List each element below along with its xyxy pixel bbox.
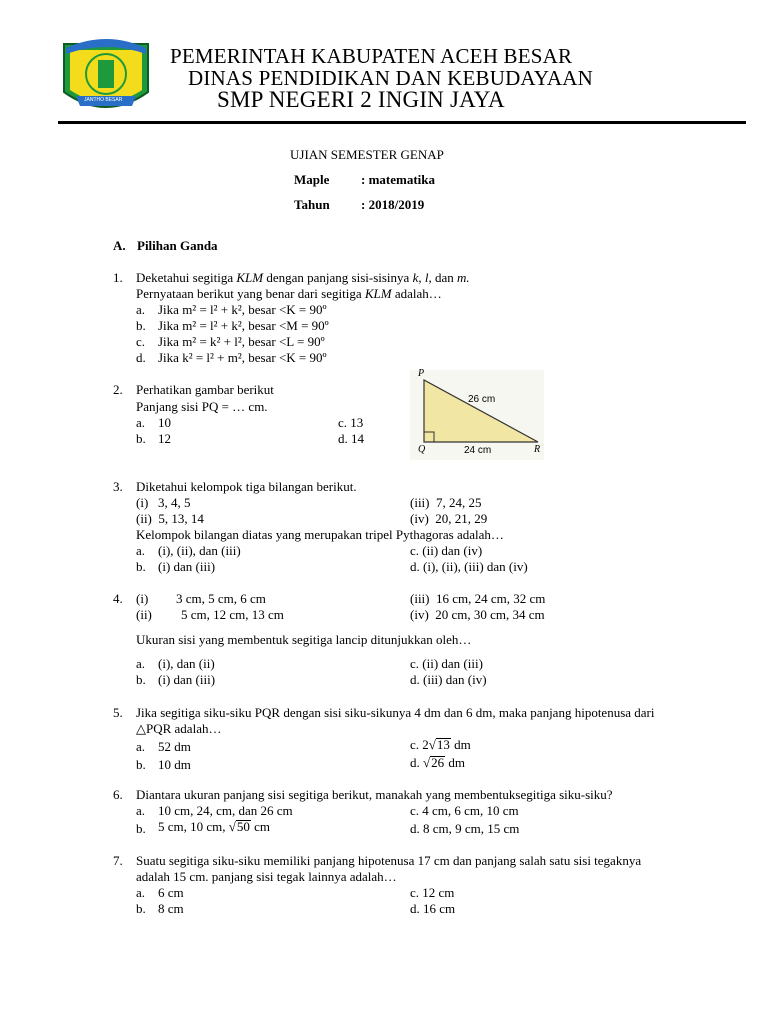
q7-line2: adalah 15 cm. panjang sisi tegak lainnya adalah… — [136, 869, 397, 884]
q7-option-b: 8 cm — [158, 901, 184, 916]
year-value: : 2018/2019 — [361, 197, 425, 212]
q2-option-b: 12 — [158, 431, 171, 446]
q1-line1-a: Deketahui segitiga — [136, 270, 237, 285]
q2-option-d: d. 14 — [338, 431, 364, 446]
q6-option-b-prefix: 5 cm, 10 cm, — [158, 819, 229, 834]
q3-option-b-letter: b. — [136, 559, 146, 574]
header-line-3: SMP NEGERI 2 INGIN JAYA — [217, 87, 505, 112]
q4-item-ii-label: (ii) — [136, 607, 152, 622]
q2-line2: Panjang sisi PQ = … cm. — [136, 399, 268, 414]
q4-item-ii: 5 cm, 12 cm, 13 cm — [181, 607, 284, 622]
fig-label-r: R — [534, 444, 541, 455]
q1-line1-f: m. — [457, 270, 470, 285]
q7-line1: Suatu segitiga siku-siku memiliki panjang hipotenusa 17 cm dan panjang salah satu sisi tegaknya — [136, 853, 642, 868]
exam-title: UJIAN SEMESTER GENAP — [290, 147, 444, 162]
q2-triangle-figure — [410, 370, 544, 460]
q3-option-d: d. (i), (ii), (iii) dan (iv) — [410, 559, 528, 574]
q4-option-a-letter: a. — [136, 656, 146, 671]
q4-option-d: d. (iii) dan (iv) — [410, 672, 487, 687]
q5-line2: △PQR adalah… — [136, 721, 222, 736]
section-title: Pilihan Ganda — [137, 238, 218, 253]
q5-option-b-letter: b. — [136, 757, 146, 772]
q5-line1: Jika segitiga siku-siku PQR dengan sisi siku-sikunya 4 dm dan 6 dm, maka panjang hipotenusa dari — [136, 705, 655, 720]
q5-number: 5. — [113, 705, 123, 720]
q3-option-c: c. (ii) dan (iv) — [410, 543, 483, 558]
q7-option-a: 6 cm — [158, 885, 184, 900]
q5-option-b: 10 dm — [158, 757, 191, 772]
q5-option-a-letter: a. — [136, 739, 146, 754]
fig-label-p: P — [418, 368, 425, 379]
q3-prompt: Kelompok bilangan diatas yang merupakan tripel Pythagoras adalah… — [136, 527, 504, 542]
q1-option-a: Jika m² = l² + k², besar <K = 90º — [158, 302, 327, 317]
q1-line1-c: dengan panjang sisi-sisinya — [263, 270, 413, 285]
q6-option-b — [158, 819, 270, 835]
q4-number: 4. — [113, 591, 123, 606]
q5-option-d-radicand: 26 — [431, 755, 445, 770]
header-line-2: DINAS PENDIDIKAN DAN KEBUDAYAAN — [188, 66, 594, 90]
school-logo — [58, 36, 154, 120]
q3-item-iii: (iii) 7, 24, 25 — [410, 495, 482, 510]
q1-option-c: Jika m² = k² + l², besar <L = 90º — [158, 334, 325, 349]
q6-option-a-letter: a. — [136, 803, 146, 818]
q7-option-c: c. 12 cm — [410, 885, 455, 900]
q5-option-c — [410, 737, 471, 753]
q1-option-b: Jika m² = l² + k², besar <M = 90º — [158, 318, 329, 333]
subject-value: : matematika — [361, 172, 436, 187]
fig-hypotenuse-label: 26 cm — [468, 394, 496, 405]
q3-option-a: (i), (ii), dan (iii) — [158, 543, 241, 558]
q3-number: 3. — [113, 479, 123, 494]
q3-line1: Diketahui kelompok tiga bilangan berikut. — [136, 479, 357, 494]
q1-line2 — [136, 286, 442, 302]
logo-caption: JANTHO BESAR — [84, 97, 123, 103]
q5-option-c-radicand: 13 — [436, 737, 450, 752]
q6-line1: Diantara ukuran panjang sisi segitiga berikut, manakah yang membentuksegitiga siku-siku? — [136, 787, 613, 802]
q1-option-a-letter: a. — [136, 302, 146, 317]
q5-option-d — [410, 755, 465, 771]
q4-prompt: Ukuran sisi yang membentuk segitiga lancip ditunjukkan oleh… — [136, 632, 472, 647]
q5-option-d-unit: dm — [445, 755, 466, 770]
q4-item-i: 3 cm, 5 cm, 6 cm — [176, 591, 266, 606]
q1-option-d-letter: d. — [136, 350, 146, 365]
q3-item-ii: (ii) 5, 13, 14 — [136, 511, 204, 526]
q6-option-b-unit: cm — [250, 819, 271, 834]
q1-line1-d: k, l, — [412, 270, 432, 285]
q6-option-b-letter: b. — [136, 821, 146, 836]
q3-item-iv: (iv) 20, 21, 29 — [410, 511, 488, 526]
q1-option-d: Jika k² = l² + m², besar <K = 90º — [158, 350, 327, 365]
q1-line1-e: dan — [431, 270, 457, 285]
header-line-1: PEMERINTAH KABUPATEN ACEH BESAR — [170, 44, 573, 68]
q4-item-i-label: (i) — [136, 591, 149, 606]
sqrt-icon: √ — [228, 819, 236, 834]
q5-option-c-prefix: c. 2 — [410, 737, 429, 752]
q4-item-iii: (iii) 16 cm, 24 cm, 32 cm — [410, 591, 546, 606]
q1-line2-b: KLM — [364, 286, 392, 301]
q7-option-b-letter: b. — [136, 901, 146, 916]
q6-option-c: c. 4 cm, 6 cm, 10 cm — [410, 803, 519, 818]
q1-line1-b: KLM — [236, 270, 264, 285]
q1-option-c-letter: c. — [136, 334, 146, 349]
q5-option-c-unit: dm — [450, 737, 471, 752]
q4-option-b-letter: b. — [136, 672, 146, 687]
q7-option-a-letter: a. — [136, 885, 146, 900]
q6-option-d: d. 8 cm, 9 cm, 15 cm — [410, 821, 520, 836]
q2-number: 2. — [113, 382, 123, 397]
q4-item-iv: (iv) 20 cm, 30 cm, 34 cm — [410, 607, 545, 622]
q3-option-b: (i) dan (iii) — [158, 559, 216, 574]
q1-line1 — [136, 270, 470, 286]
q7-number: 7. — [113, 853, 123, 868]
header-divider — [58, 121, 746, 124]
q4-option-b: (i) dan (iii) — [158, 672, 216, 687]
q1-option-b-letter: b. — [136, 318, 146, 333]
q2-option-b-letter: b. — [136, 431, 146, 446]
q4-option-a: (i), dan (ii) — [158, 656, 215, 671]
q2-option-a: 10 — [158, 415, 171, 430]
sqrt-icon: √ — [423, 755, 431, 770]
q5-option-d-prefix: d. — [410, 755, 423, 770]
q1-line2-c: adalah… — [391, 286, 442, 301]
q6-option-a: 10 cm, 24, cm, dan 26 cm — [158, 803, 293, 818]
q6-number: 6. — [113, 787, 123, 802]
q2-option-c: c. 13 — [338, 415, 364, 430]
q2-option-a-letter: a. — [136, 415, 146, 430]
section-letter: A. — [113, 238, 126, 253]
q5-option-a: 52 dm — [158, 739, 191, 754]
q7-option-d: d. 16 cm — [410, 901, 456, 916]
q3-item-i: (i) 3, 4, 5 — [136, 495, 191, 510]
fig-label-q: Q — [418, 444, 426, 455]
q3-option-a-letter: a. — [136, 543, 146, 558]
year-label: Tahun — [294, 197, 330, 212]
q1-number: 1. — [113, 270, 123, 285]
fig-base-label: 24 cm — [464, 445, 492, 456]
q2-line1: Perhatikan gambar berikut — [136, 382, 274, 397]
q6-option-b-radicand: 50 — [236, 819, 250, 834]
sqrt-icon: √ — [428, 737, 436, 752]
q1-line2-a: Pernyataan berikut yang benar dari segitiga — [136, 286, 365, 301]
subject-label: Maple — [294, 172, 330, 187]
q4-option-c: c. (ii) dan (iii) — [410, 656, 483, 671]
